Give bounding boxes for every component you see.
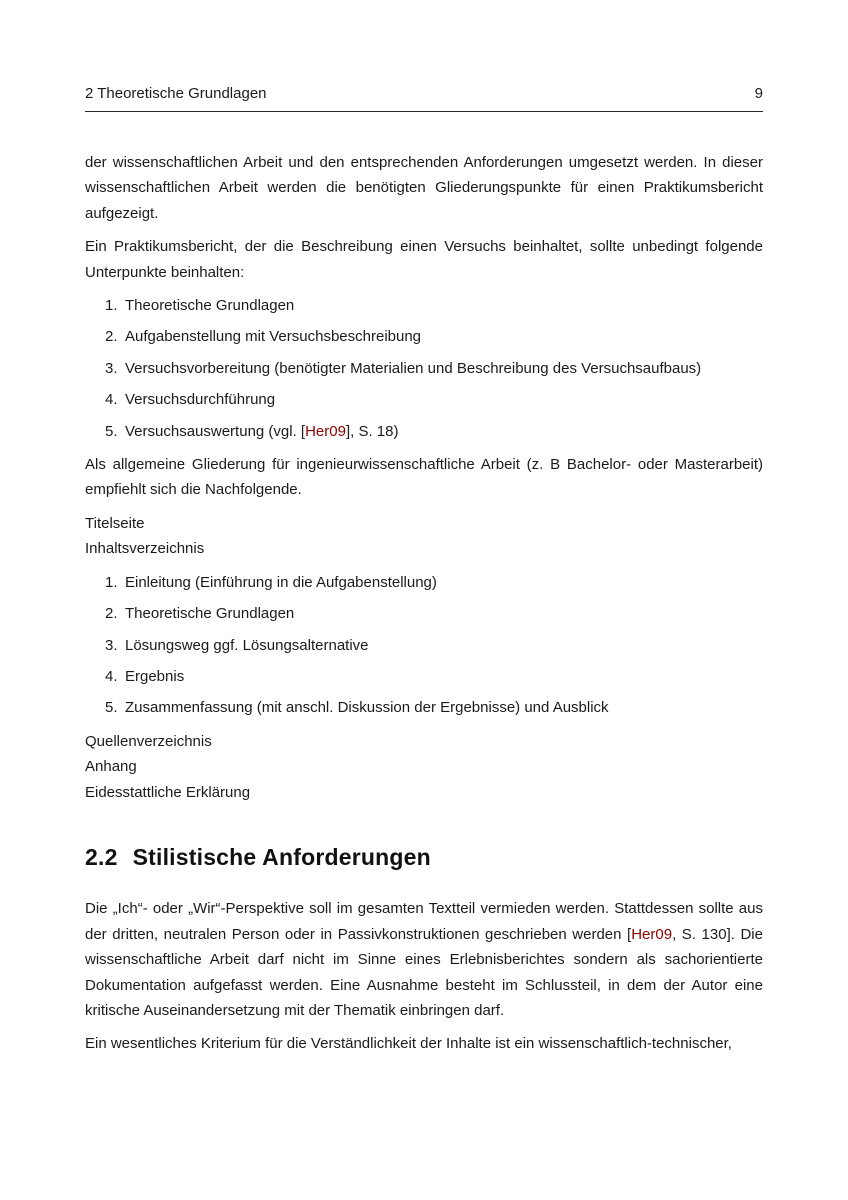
line-quellenverzeichnis: Quellenverzeichnis — [85, 732, 212, 750]
list-item-number: 5. — [105, 422, 118, 440]
list-item — [105, 324, 763, 349]
list-item-text: Versuchsdurchführung — [125, 391, 276, 409]
list-item — [105, 387, 763, 412]
list-item-number: 5. — [105, 699, 118, 717]
list-item — [105, 419, 763, 444]
list-item-number: 1. — [105, 297, 118, 315]
running-header-title: 2 Theoretische Grundlagen — [85, 85, 267, 102]
section-heading — [85, 845, 763, 870]
list-item-text: Ergebnis — [125, 667, 185, 685]
line-anhang: Anhang — [85, 758, 137, 776]
list-item-text: Lösungsweg ggf. Lösungsalternative — [125, 636, 369, 654]
list-item-text-after: ], S. 18) — [345, 422, 399, 440]
list-item — [105, 570, 763, 595]
list-item — [105, 601, 763, 626]
list-item-number: 3. — [105, 359, 118, 377]
thesis-structure-list — [85, 570, 763, 721]
line-titelseite: Titelseite — [85, 514, 145, 532]
list-item-text: Zusammenfassung (mit anschl. Diskussion der Ergebnisse) und Ausblick — [125, 699, 609, 717]
line-inhaltsverzeichnis: Inhaltsverzeichnis — [85, 540, 205, 558]
list-item — [105, 664, 763, 689]
list-item — [105, 293, 763, 318]
paragraph-stylistic-2: Ein wesentliches Kriterium für die Verständlichkeit der Inhalte ist ein wissenschaftlich-technischer, — [85, 1035, 732, 1053]
list-item-number: 2. — [105, 328, 118, 346]
list-item — [105, 356, 763, 381]
body-text — [85, 150, 763, 1057]
report-structure-list — [85, 293, 763, 444]
list-item-number: 3. — [105, 636, 118, 654]
list-item — [105, 633, 763, 658]
page-number: 9 — [754, 85, 763, 102]
list-item-number: 4. — [105, 667, 118, 685]
list-item — [105, 695, 763, 720]
page-header — [85, 85, 763, 112]
list-item-number: 4. — [105, 391, 118, 409]
section-number: 2.2 — [85, 843, 118, 870]
list-item-text: Einleitung (Einführung in die Aufgabenstellung) — [125, 573, 437, 591]
list-item-number: 2. — [105, 605, 118, 623]
list-item-text: Versuchsauswertung (vgl. [ — [125, 422, 306, 440]
section-title: Stilistische Anforderungen — [132, 843, 431, 870]
list-item-number: 1. — [105, 573, 118, 591]
page-content — [85, 85, 763, 1065]
paragraph-intro-1: der wissenschaftlichen Arbeit und den entsprechenden Anforderungen umgesetzt werden. In dieser wissenschaftlichen Arbeit werden die benötigten Gliederungspunkte für einen Praktikumsbericht aufgezeigt. — [85, 154, 763, 222]
paragraph-text: Die „Ich“- oder „Wir“-Perspektive soll im gesamten Textteil vermieden werden. Stattdessen sollte aus der dritten, neutralen Person oder in Passivkonstruktionen geschrieben werden [ — [85, 900, 763, 943]
paragraph-intro-2: Ein Praktikumsbericht, der die Beschreibung einen Versuchs beinhaltet, sollte unbedingt folgende Unterpunkte beinhalten: — [85, 238, 763, 281]
paragraph-text-after: , S. 130]. Die wissenschaftliche Arbeit darf nicht im Sinne eines Erlebnisberichtes sondern als sachorientierte Dokumentation aufgefasst werden. Eine Ausnahme besteht im Schlussteil, in dem der Autor eine kritische Auseinandersetzung mit der Thematik einbringen darf. — [85, 925, 763, 1019]
list-item-text: Theoretische Grundlagen — [125, 297, 295, 315]
list-item-text: Theoretische Grundlagen — [125, 605, 295, 623]
list-item-text: Versuchsvorbereitung (benötigter Materialien und Beschreibung des Versuchsaufbaus) — [125, 359, 702, 377]
paragraph-gliederung: Als allgemeine Gliederung für ingenieurwissenschaftliche Arbeit (z. B Bachelor- oder Masterarbeit) empfiehlt sich die Nachfolgende. — [85, 456, 763, 499]
line-eidesstattliche-erklaerung: Eidesstattliche Erklärung — [85, 783, 251, 801]
list-item-text: Aufgabenstellung mit Versuchsbeschreibung — [125, 328, 422, 346]
citation-link[interactable]: Her09 — [631, 925, 673, 943]
citation-link[interactable]: Her09 — [305, 422, 346, 440]
paragraph-stylistic-1 — [85, 896, 763, 1023]
